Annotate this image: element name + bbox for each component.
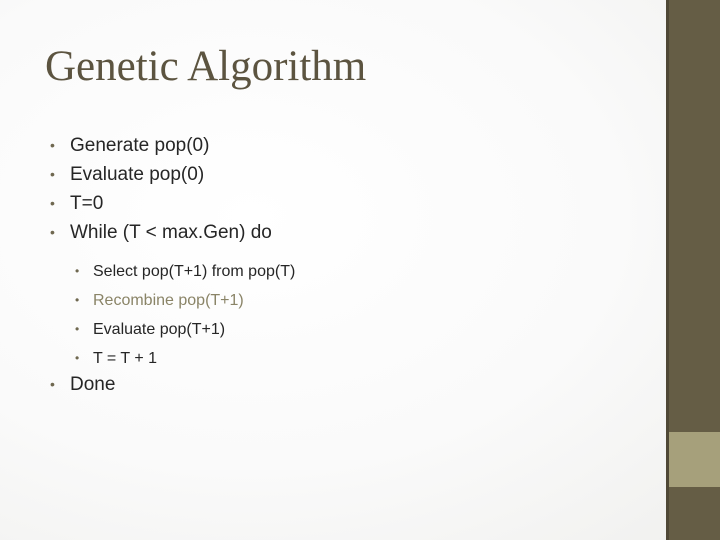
bullet-icon: • bbox=[50, 166, 55, 182]
bullet-icon: • bbox=[75, 351, 80, 365]
bullet-icon: • bbox=[50, 376, 55, 392]
decorative-sidebar bbox=[666, 0, 720, 540]
bullet-text: Done bbox=[70, 374, 116, 395]
sidebar-accent-block bbox=[669, 432, 720, 487]
bullet-icon: • bbox=[50, 195, 55, 211]
bullet-icon: • bbox=[50, 224, 55, 240]
final-bullet-list bbox=[50, 370, 115, 399]
sub-bullet-text: Select pop(T+1) from pop(T) bbox=[93, 263, 296, 280]
sub-bullet-text: Recombine pop(T+1) bbox=[93, 292, 244, 309]
bullet-item bbox=[50, 160, 272, 189]
sub-bullet-item bbox=[75, 344, 295, 373]
bullet-text: T=0 bbox=[70, 193, 104, 214]
slide-title: Genetic Algorithm bbox=[45, 43, 367, 90]
bullet-icon: • bbox=[75, 264, 80, 278]
bullet-icon: • bbox=[75, 293, 80, 307]
bullet-list bbox=[50, 131, 272, 247]
bullet-text: Generate pop(0) bbox=[70, 135, 210, 156]
bullet-icon: • bbox=[50, 137, 55, 153]
bullet-text: Evaluate pop(0) bbox=[70, 164, 205, 185]
sub-bullet-text: T = T + 1 bbox=[93, 350, 158, 367]
bullet-item bbox=[50, 189, 272, 218]
bullet-icon: • bbox=[75, 322, 80, 336]
sub-bullet-item bbox=[75, 257, 295, 286]
bullet-item bbox=[50, 131, 272, 160]
sub-bullet-item bbox=[75, 315, 295, 344]
sub-bullet-item bbox=[75, 286, 295, 315]
bullet-item bbox=[50, 370, 115, 399]
sub-bullet-list bbox=[75, 257, 295, 373]
sub-bullet-text: Evaluate pop(T+1) bbox=[93, 321, 226, 338]
bullet-item bbox=[50, 218, 272, 247]
bullet-text: While (T < max.Gen) do bbox=[70, 222, 272, 243]
